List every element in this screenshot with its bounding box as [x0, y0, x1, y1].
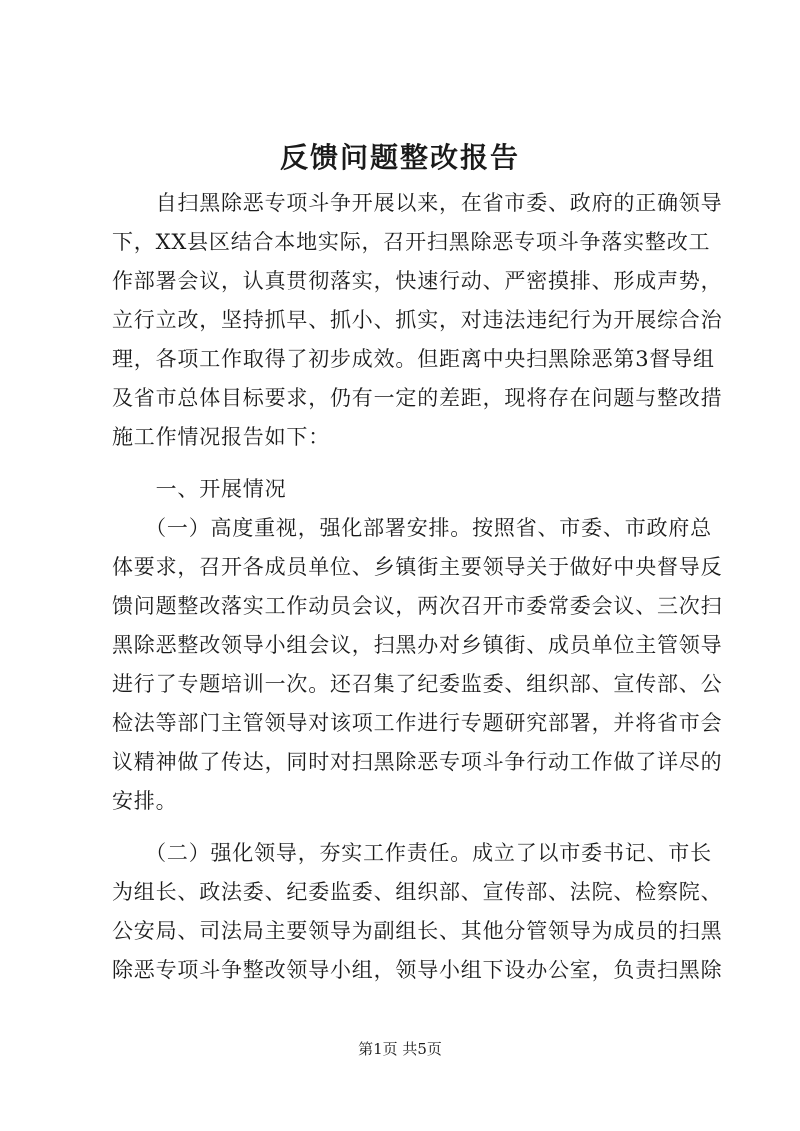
- body-line: （一）高度重视，强化部署安排。按照省、市委、市政府总: [112, 516, 712, 540]
- body-line: 为组长、政法委、纪委监委、组织部、宣传部、法院、检察院、: [112, 880, 723, 904]
- body-line: 公安局、司法局主要领导为副组长、其他分管领导为成员的扫黑: [112, 919, 723, 943]
- body-line: 除恶专项斗争整改领导小组，领导小组下设办公室，负责扫黑除: [112, 958, 723, 982]
- body-line: 自扫黑除恶专项斗争开展以来，在省市委、政府的正确领导: [112, 191, 723, 215]
- body-line: （二）强化领导，夯实工作责任。成立了以市委书记、市长: [112, 841, 712, 865]
- body-line: 施工作情况报告如下：: [112, 425, 330, 449]
- body-line: 立行立改，坚持抓早、抓小、抓实，对违法违纪行为开展综合治: [112, 308, 723, 332]
- body-line: 理，各项工作取得了初步成效。但距离中央扫黑除恶第3督导组: [112, 347, 715, 371]
- body-line: 体要求，召开各成员单位、乡镇街主要领导关于做好中央督导反: [112, 555, 723, 579]
- document-title: 反馈问题整改报告: [279, 141, 520, 174]
- body-line: 安排。: [112, 789, 178, 813]
- body-line: 检法等部门主管领导对该项工作进行专题研究部署，并将省市会: [112, 711, 723, 735]
- body-line: 馈问题整改落实工作动员会议，两次召开市委常委会议、三次扫: [112, 594, 723, 618]
- page-number-footer: 第1页 共5页: [358, 1040, 442, 1058]
- body-line: 进行了专题培训一次。还召集了纪委监委、组织部、宣传部、公: [112, 672, 723, 696]
- body-line: 议精神做了传达，同时对扫黑除恶专项斗争行动工作做了详尽的: [112, 750, 723, 774]
- body-line: 黑除恶整改领导小组会议，扫黑办对乡镇街、成员单位主管领导: [112, 633, 723, 657]
- body-line: 作部署会议，认真贯彻落实，快速行动、严密摸排、形成声势，: [112, 269, 723, 293]
- section-heading: 一、开展情况: [112, 477, 287, 501]
- body-line: 下，XX县区结合本地实际，召开扫黑除恶专项斗争落实整改工: [112, 230, 711, 254]
- body-line: 及省市总体目标要求，仍有一定的差距，现将存在问题与整改措: [112, 386, 723, 410]
